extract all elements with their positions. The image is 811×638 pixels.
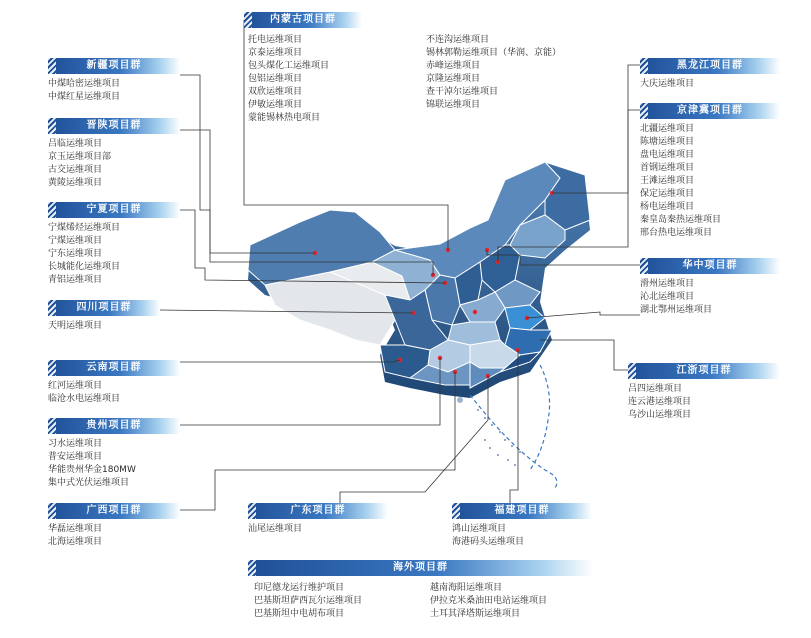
header-stripe [248,503,256,519]
group-sichuan [48,300,160,333]
list-item: 不连沟运维项目 [426,35,490,45]
header-stripe [48,300,56,316]
group-guangdong [248,503,388,536]
group-guizhou-title: 贵州项目群 [86,420,142,431]
group-guangxi-title: 广西项目群 [86,505,142,516]
list-item: 包铝运维项目 [248,74,303,84]
list-item: 包头煤化工运维项目 [248,61,330,71]
list-item: 托电运维项目 [248,35,303,45]
list-item: 印尼德龙运行维护项目 [254,583,345,593]
group-huazhong-title: 华中项目群 [682,260,738,271]
group-guangdong-list [248,523,388,536]
list-item: 赤峰运维项目 [426,61,481,71]
group-jinshan-header [48,118,180,134]
group-fujian-list [452,523,592,549]
header-stripe [244,12,252,28]
group-jinshan-list [48,138,180,190]
group-ningxia-title: 宁夏项目群 [86,204,142,215]
group-guangdong-title: 广东项目群 [290,505,346,516]
list-item: 京泰运维项目 [248,48,303,58]
list-item: 长城能化运维项目 [48,262,121,272]
group-ningxia-header [48,202,180,218]
group-xinjiang [48,58,180,104]
list-item: 双欣运维项目 [248,87,303,97]
header-stripe [640,58,648,74]
group-yunnan-header [48,360,180,376]
list-item: 连云港运维项目 [628,397,692,407]
list-item: 湖北鄂州运维项目 [640,305,713,315]
list-item: 陈塘运维项目 [640,137,695,147]
group-xinjiang-list [48,78,180,104]
list-item: 宁煤烯烃运维项目 [48,223,121,233]
group-inner-mongolia [244,12,574,123]
list-item: 蒙能锡林热电项目 [248,113,321,123]
group-fujian-header [452,503,592,519]
header-stripe [248,560,256,576]
group-yunnan-list [48,380,180,406]
group-yunnan-title: 云南项目群 [86,362,142,373]
group-jingjinji-title: 京津冀项目群 [677,105,743,116]
list-item: 盘电运维项目 [640,150,695,160]
list-item: 华磊运维项目 [48,524,103,534]
group-jiangzhe [628,363,780,422]
list-item: 锡林郭勒运维项目（华润、京能） [426,48,562,58]
header-stripe [628,363,636,379]
list-item: 中煤红星运维项目 [48,92,121,102]
list-item: 秦皇岛秦热运维项目 [640,215,722,225]
group-inner-mongolia-title: 内蒙古项目群 [270,14,336,25]
group-guangxi [48,503,180,549]
list-item: 京隆运维项目 [426,74,481,84]
group-guangdong-header [248,503,388,519]
list-item: 王滩运维项目 [640,176,695,186]
header-stripe [48,118,56,134]
header-stripe [640,103,648,119]
list-item: 首钢运维项目 [640,163,695,173]
group-inner-mongolia-list-left [248,34,329,125]
list-item: 土耳其泽塔斯运维项目 [430,609,521,619]
list-item: 伊拉克米桑油田电站运维项目 [430,596,548,606]
group-overseas-header [248,560,593,576]
group-inner-mongolia-list-right [426,34,561,112]
list-item: 天明运维项目 [48,321,103,331]
group-jingjinji-list [640,123,780,240]
list-item: 乌沙山运维项目 [628,410,692,420]
group-overseas-list-right [430,582,547,621]
list-item: 吕四运维项目 [628,384,683,394]
group-sichuan-title: 四川项目群 [76,302,132,313]
list-item: 京玉运维项目部 [48,152,112,162]
header-stripe [452,503,460,519]
group-heilongjiang-title: 黑龙江项目群 [677,60,743,71]
group-sichuan-header [48,300,160,316]
list-item: 北疆运维项目 [640,124,695,134]
group-jiangzhe-title: 江浙项目群 [676,365,732,376]
group-guizhou [48,418,180,490]
list-item: 古交运维项目 [48,165,103,175]
header-stripe [640,258,648,274]
list-item: 查干淖尔运维项目 [426,87,499,97]
list-item: 习水运维项目 [48,439,103,449]
list-item: 杨电运维项目 [640,202,695,212]
group-fujian [452,503,592,549]
group-xinjiang-header [48,58,180,74]
header-stripe [48,58,56,74]
list-item: 北海运维项目 [48,537,103,547]
list-item: 集中式光伏运维项目 [48,478,130,488]
group-heilongjiang [640,58,780,91]
list-item: 大庆运维项目 [640,79,695,89]
group-overseas-list-left [254,582,362,621]
group-heilongjiang-list [640,78,780,91]
list-item: 中煤哈密运维项目 [48,79,121,89]
group-overseas [248,560,608,619]
list-item: 巴基斯坦中电胡布项目 [254,609,345,619]
list-item: 越南海阳运维项目 [430,583,503,593]
group-huazhong [640,258,780,317]
group-heilongjiang-header [640,58,780,74]
list-item: 宁东运维项目 [48,249,103,259]
group-guizhou-list [48,438,180,490]
list-item: 普安运维项目 [48,452,103,462]
header-stripe [48,202,56,218]
list-item: 滑州运维项目 [640,279,695,289]
header-stripe [48,360,56,376]
list-item: 锦联运维项目 [426,100,481,110]
list-item: 保定运维项目 [640,189,695,199]
group-jiangzhe-list [628,383,780,422]
list-item: 巴基斯坦萨西瓦尔运维项目 [254,596,363,606]
list-item: 伊敏运维项目 [248,100,303,110]
list-item: 青铝运维项目 [48,275,103,285]
group-sichuan-list [48,320,160,333]
group-yunnan [48,360,180,406]
group-overseas-title: 海外项目群 [393,562,448,573]
group-jinshan [48,118,180,190]
south-china-sea-islands [457,397,521,466]
header-stripe [48,418,56,434]
list-item: 宁煤运维项目 [48,236,103,246]
group-guizhou-header [48,418,180,434]
group-xinjiang-title: 新疆项目群 [86,60,142,71]
list-item: 红河运维项目 [48,381,103,391]
list-item: 黄陵运维项目 [48,178,103,188]
list-item: 鸿山运维项目 [452,524,507,534]
list-item: 汕尾运维项目 [248,524,303,534]
group-inner-mongolia-header [244,12,362,28]
group-jingjinji [640,103,780,240]
list-item: 海港码头运维项目 [452,537,525,547]
group-jinshan-title: 晋陕项目群 [86,120,142,131]
group-guangxi-list [48,523,180,549]
list-item: 沁北运维项目 [640,292,695,302]
group-huazhong-header [640,258,780,274]
group-guangxi-header [48,503,180,519]
group-ningxia-list [48,222,180,287]
group-huazhong-list [640,278,780,317]
group-ningxia [48,202,180,287]
list-item: 吕临运维项目 [48,139,103,149]
group-jingjinji-header [640,103,780,119]
group-fujian-title: 福建项目群 [494,505,550,516]
list-item: 临沧水电运维项目 [48,394,121,404]
list-item: 邢台热电运维项目 [640,228,713,238]
group-jiangzhe-header [628,363,780,379]
list-item: 华能贵州华金180MW [48,465,136,475]
header-stripe [48,503,56,519]
